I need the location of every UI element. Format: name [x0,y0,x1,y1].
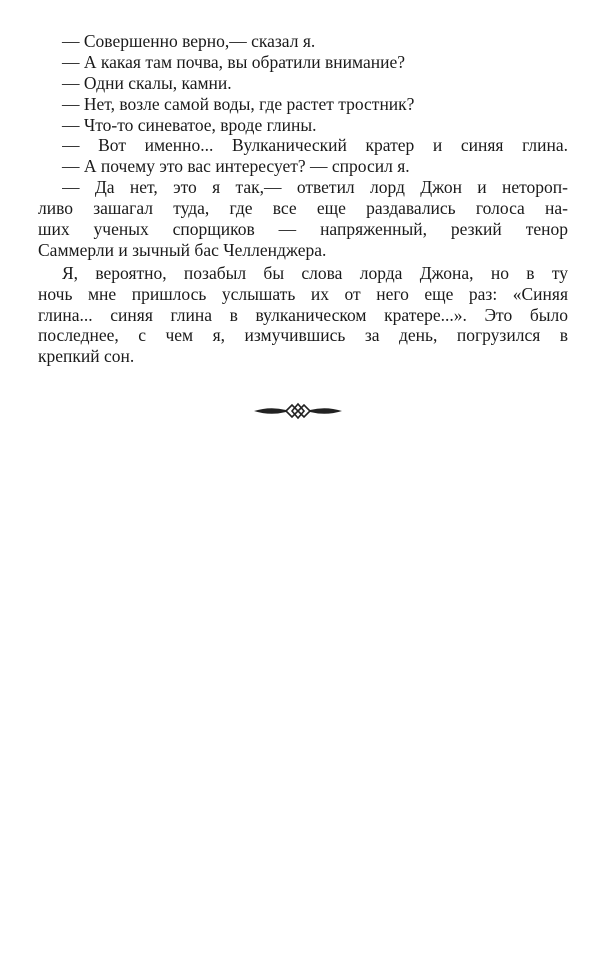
paragraph-line: ночь мне пришлось услышать их от него еще раз: «Синяя [38,283,568,304]
dialogue-line: Саммерли и зычный бас Челленджера. [38,239,327,260]
ornament-divider-icon [252,400,344,422]
dialogue-line: — А почему это вас интересует? — спросил я. [62,156,410,177]
dialogue-line: ших ученых спорщиков — напряженный, резкий тенор [38,219,568,240]
dialogue-line: — Нет, возле самой воды, где растет тростник? [62,93,415,114]
dialogue-line: — А какая там почва, вы обратили внимание? [62,51,405,72]
dialogue-line: — Вот именно... Вулканический кратер и синяя глина. [62,135,568,156]
dialogue-line: — Что-то синеватое, вроде глины. [62,114,317,135]
paragraph-line: Я, вероятно, позабыл бы слова лорда Джона, но в ту [62,262,568,283]
dialogue-line: — Одни скалы, камни. [62,72,232,93]
dialogue-line: ливо зашагал туда, где все еще раздавались голоса на- [38,198,568,219]
dialogue-line: — Да нет, это я так,— ответил лорд Джон и нетороп- [62,177,568,198]
paragraph-line: последнее, с чем я, измучившись за день, погрузился в [38,325,568,346]
dialogue-line: — Совершенно верно,— сказал я. [62,31,316,51]
paragraph-line: крепкий сон. [38,346,135,367]
book-page-text [38,31,568,367]
paragraph-line: глина... синяя глина в вулканическом кратере...». Это было [38,304,568,325]
